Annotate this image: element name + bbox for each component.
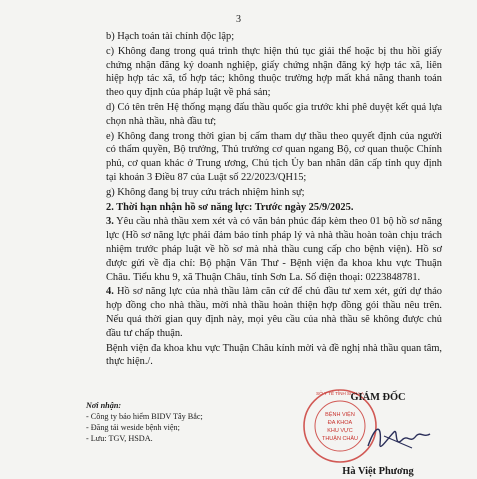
document-body — [86, 30, 442, 370]
section-2-label: 2. Thời hạn nhận hồ sơ năng lực: — [106, 201, 255, 213]
section-4 — [86, 285, 442, 340]
page-number: 3 — [236, 14, 241, 25]
item-g: g) Không đang bị truy cứu trách nhiệm hình sự; — [106, 186, 305, 198]
section-2 — [86, 201, 442, 215]
signer-title: GIÁM ĐỐC — [350, 392, 406, 403]
item-e: e) Không đang trong thời gian bị cấm tham dự thầu theo quyết định của người có thẩm quyền, Bộ trưởng, Thủ trưởng cơ quan ngang Bộ, cơ quan thuộc Chính phủ, cơ quan khác ở Trung ương, Chủ tịch Ủy ban nhân dân cấp tỉnh quy định tại khoản 3 Điều 87 của Luật số 22/2023/QH15; — [106, 130, 442, 183]
section-3 — [86, 215, 442, 284]
recipient-item: - Đăng tải weside bệnh viện; — [86, 423, 180, 432]
recipient-item: - Công ty bảo hiểm BIDV Tây Bắc; — [86, 412, 203, 421]
svg-text:SỞ Y TẾ TỈNH SƠN LA: SỞ Y TẾ TỈNH SƠN LA — [316, 391, 364, 396]
section-2-deadline: Trước ngày 25/9/2025. — [254, 201, 354, 213]
section-3-number: 3. — [106, 216, 114, 228]
section-3-text: Yêu cầu nhà thầu xem xét và có văn bản phúc đáp kèm theo 01 bộ hồ sơ năng lực (Hồ sơ năng lực phải đảm bảo tính pháp lý và nhà thầu hoàn toàn chịu trách nhiệm trước pháp luật về hồ sơ mà nhà thầu cung cấp cho bệnh viện). Hồ sơ được gửi về địa chỉ: Bộ phận Văn Thư - Bệnh viện đa khoa khu vực Thuận Châu. Tiểu khu 9, xã Thuận Châu, tỉnh Sơn La. Số điện thoại: 0223848781. — [106, 216, 442, 283]
svg-text:BỆNH VIỆN: BỆNH VIỆN — [325, 412, 355, 418]
recipients-heading: Nơi nhận: — [86, 401, 122, 410]
section-4-number: 4. — [106, 286, 114, 298]
item-b: b) Hạch toán tài chính độc lập; — [106, 31, 235, 42]
svg-text:THUẬN CHÂU: THUẬN CHÂU — [321, 436, 359, 442]
svg-text:KHU VỰC: KHU VỰC — [327, 428, 353, 434]
section-4-text: Hồ sơ năng lực của nhà thầu làm căn cứ để chủ đầu tư xem xét, gửi dự thảo hợp đồng cho nhà thầu, mời nhà thầu hoàn thiện hợp đồng gói thầu nêu trên. Nếu quá thời gian quy định này, mọi yêu cầu của nhà thầu sẽ không được chủ đầu tư chấp thuận. — [106, 286, 442, 339]
recipients-block — [86, 400, 286, 444]
signer-name: Hà Việt Phương — [342, 466, 414, 477]
svg-text:ĐA KHOA: ĐA KHOA — [327, 420, 353, 426]
closing-paragraph: Bệnh viện đa khoa khu vực Thuận Châu kính mời và đề nghị nhà thầu quan tâm, thực hiện./. — [106, 342, 442, 368]
item-c: c) Không đang trong quá trình thực hiện thủ tục giải thể hoặc bị thu hồi giấy chứng nhận đăng ký doanh nghiệp, giấy chứng nhận đăng ký hợp tác xã, liên hiệp hợp tác xã, tổ hợp tác; không thuộc trường hợp mất khả năng thanh toán theo quy định của pháp luật về phá sản; — [106, 45, 442, 99]
item-d: d) Có tên trên Hệ thống mạng đấu thầu quốc gia trước khi phê duyệt kết quả lựa chọn nhà thầu, nhà đầu tư; — [106, 101, 442, 127]
recipient-item: - Lưu: TGV, HSDA. — [86, 434, 153, 443]
handwritten-signature — [364, 418, 434, 458]
